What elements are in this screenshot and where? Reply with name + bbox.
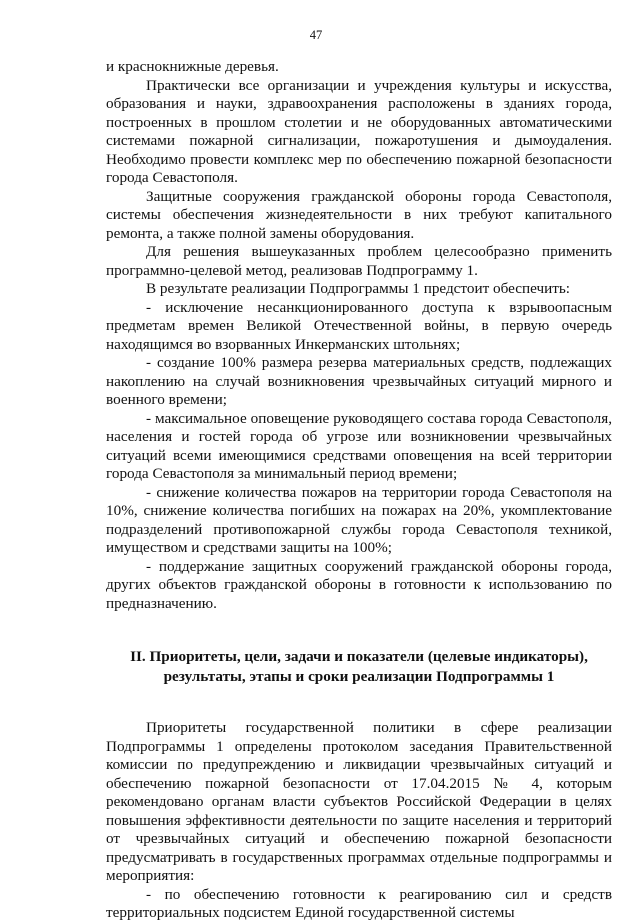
paragraph-continuation: и краснокнижные деревья. [106,58,279,75]
document-body [106,58,612,923]
section-heading [106,647,612,687]
list-item-explosive-objects: - исключение несанкционированного доступа к взрывоопасным предметам времен Великой Отечественной войны, в первую очередь находящимся во взорванных Инкерманских штольнях; [106,298,612,353]
section-heading-line-1: II. Приоритеты, цели, задачи и показатели (целевые индикаторы), [130,648,588,665]
section-heading-line-2: результаты, этапы и сроки реализации Подпрограммы 1 [163,668,555,685]
page-number: 47 [309,28,323,42]
paragraph-fire-safety-of-institutions: Практически все организации и учреждения культуры и искусства, образования и науки, здравоохранения расположены в зданиях города, построенных в прошлом столетии и не оборудованных автоматическими системами пожарной сигнализации, пожаротушения и дымоудаления. Необходимо провести комплекс мер по обеспечению пожарной безопасности города Севастополя. [106,76,612,186]
paragraph-program-method: Для решения вышеуказанных проблем целесообразно применить программно-целевой метод, реализовав Подпрограмму 1. [106,243,612,279]
paragraph-policy-priorities: Приоритеты государственной политики в сфере реализации Подпрограммы 1 определены протоколом заседания Правительственной комиссии по предупреждению и ликвидации чрезвычайных ситуаций и обеспечению пожарной безопасности от 17.04.2015 № 4, которым рекомендовано органам власти субъектов Российской Федерации в целях повышения эффективности деятельности по защите населения и территорий от чрезвычайных ситуаций и обеспечению пожарной безопасности предусматривать в государственных программах отдельные подпрограммы и мероприятия: [106,719,612,884]
list-item-fire-reduction: - снижение количества пожаров на территории города Севастополя на 10%, снижение количества погибших на пожарах на 20%, укомплектование подразделений противопожарной службы города Севастополя техникой, имуществом и средствами защиты на 100%; [106,483,612,556]
list-item-readiness: - по обеспечению готовности к реагированию сил и средств территориальных подсистем Единой государственной системы [106,885,612,921]
paragraph-civil-defense-shelters: Защитные сооружения гражданской обороны города Севастополя, системы обеспечения жизнедеятельности в них требуют капитального ремонта, а также полной замены оборудования. [106,187,612,242]
paragraph-expected-results-intro: В результате реализации Подпрограммы 1 предстоит обеспечить: [146,280,571,297]
list-item-warning-system: - максимальное оповещение руководящего состава города Севастополя, населения и гостей города об угрозе или возникновении чрезвычайных ситуаций всеми имеющимися средствами оповещения на всей территории города Севастополя за минимальный период времени; [106,409,612,482]
list-item-shelter-maintenance: - поддержание защитных сооружений гражданской обороны города, других объектов гражданской обороны в готовности к использованию по предназначению. [106,557,612,612]
list-item-material-reserve: - создание 100% размера резерва материальных средств, подлежащих накоплению на случай возникновения чрезвычайных ситуаций мирного и военного времени; [106,354,612,408]
